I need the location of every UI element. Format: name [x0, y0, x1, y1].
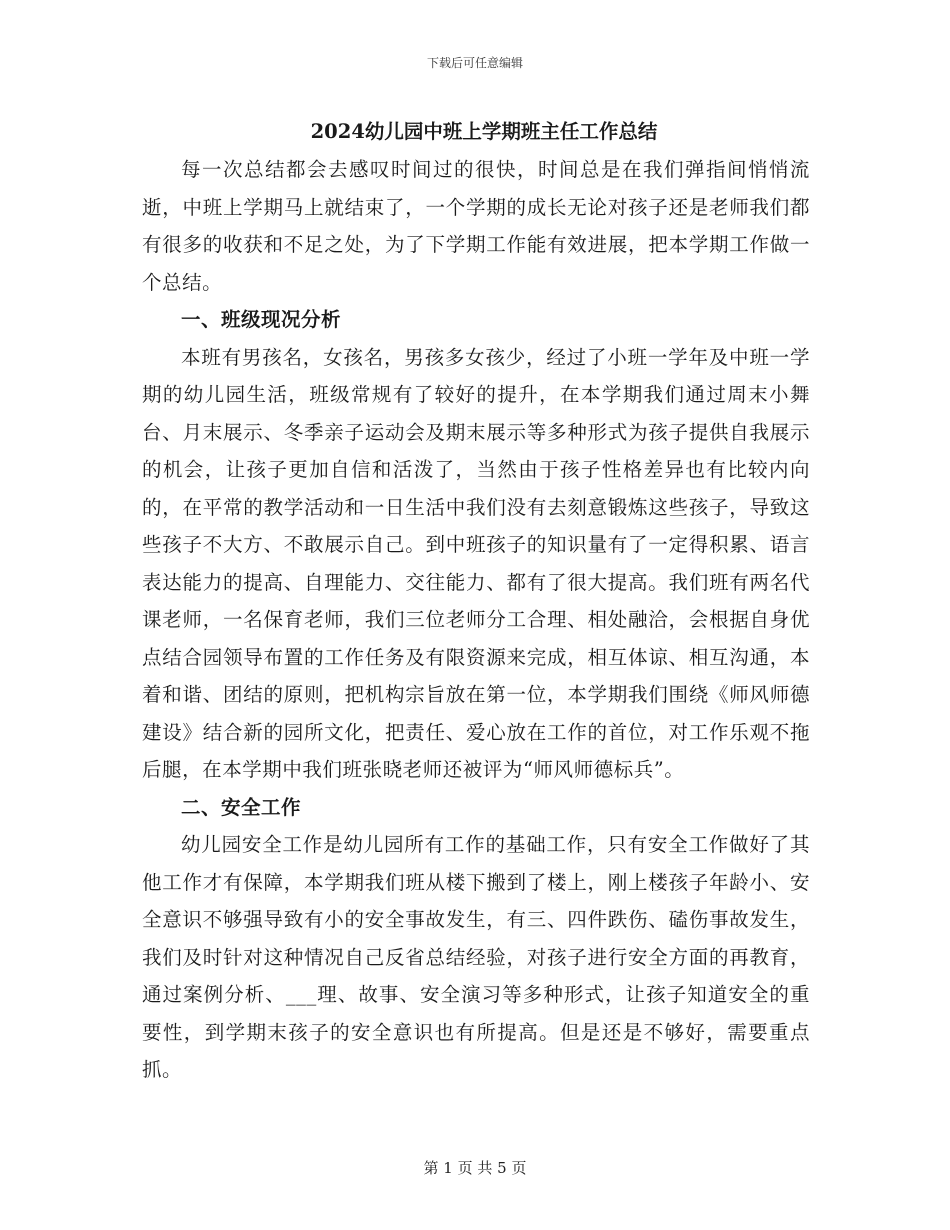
section-body-safety: 幼儿园安全工作是幼儿园所有工作的基础工作，只有安全工作做好了其他工作才有保障，本学期我们班从楼下搬到了楼上，刚上楼孩子年龄小、安全意识不够强导致有小的安全事故发生，有三、四件跌伤、磕伤事故发生，我们及时针对这种情况自己反省总结经验，对孩子进行安全方面的再教育，通过案例分析、___理、故事、安全演习等多种形式，让孩子知道安全的重要性，到学期末孩子的安全意识也有所提高。但是还是不够好，需要重点抓。 [142, 833, 810, 1081]
download-edit-note: 下载后可任意编辑 [426, 56, 523, 70]
section-body-class-analysis: 本班有男孩名，女孩名，男孩多女孩少，经过了小班一学年及中班一学期的幼儿园生活，班级常规有了较好的提升，在本学期我们通过周末小舞台、月末展示、冬季亲子运动会及期末展示等多种形式为孩子提供自我展示的机会，让孩子更加自信和活泼了，当然由于孩子性格差异也有比较内向的，在平常的教学活动和一日生活中我们没有去刻意锻炼这些孩子，导致这些孩子不大方、不敢展示自己。到中班孩子的知识量有了一定得积累、语言表达能力的提高、自理能力、交往能力、都有了很大提高。我们班有两名代课老师，一名保育老师，我们三位老师分工合理、相处融洽，会根据自身优点结合园领导布置的工作任务及有限资源来完成，相互体谅、相互沟通，本着和谐、团结的原则，把机构宗旨放在第一位，本学期我们围绕《师风师德建设》结合新的园所文化，把责任、爱心放在工作的首位，对工作乐观不拖后腿，在本学期中我们班张晓老师还被评为“师风师德标兵”。 [142, 345, 810, 781]
section-heading-class-analysis: 一、班级现况分析 [181, 308, 342, 331]
document-title: 2024幼儿园中班上学期班主任工作总结 [310, 120, 658, 143]
intro-paragraph: 每一次总结都会去感叹时间过的很快，时间总是在我们弹指间悄悄流逝，中班上学期马上就结束了，一个学期的成长无论对孩子还是老师我们都有很多的收获和不足之处，为了下学期工作能有效进展，把本学期工作做一个总结。 [142, 158, 810, 294]
document-body [142, 113, 810, 1089]
page-number: 第 1 页 共 5 页 [423, 1159, 527, 1177]
section-heading-safety: 二、安全工作 [181, 795, 302, 819]
